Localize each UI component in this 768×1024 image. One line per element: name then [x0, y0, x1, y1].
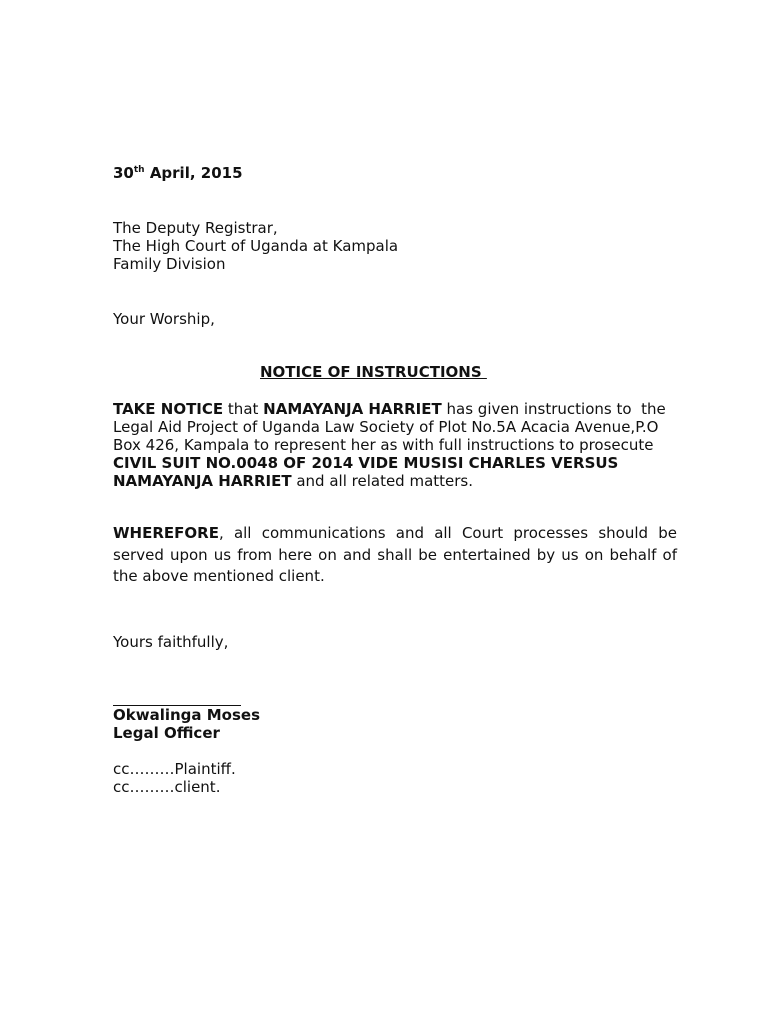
notice-text: Legal Aid Project of Uganda Law Society of Plot No.5A Acacia Avenue,P.O — [113, 418, 659, 436]
salutation: Your Worship, — [113, 310, 215, 328]
date-day: 30 — [113, 164, 134, 182]
letter-date — [113, 164, 243, 182]
addressee-line: The High Court of Uganda at Kampala — [113, 237, 399, 255]
notice-take-notice: TAKE NOTICE — [113, 400, 224, 418]
document-heading: NOTICE OF INSTRUCTIONS — [260, 363, 487, 381]
addressee-line: Family Division — [113, 255, 226, 273]
closing: Yours faithfully, — [113, 633, 229, 651]
wherefore-line: the above mentioned client. — [113, 567, 325, 585]
notice-case-title: NAMAYANJA HARRIET — [113, 472, 292, 490]
cc-line: cc………Plaintiff. — [113, 760, 236, 778]
signatory-name: Okwalinga Moses — [113, 706, 261, 724]
wherefore-line — [113, 523, 677, 545]
date-suffix: th — [133, 165, 145, 175]
notice-text: Box 426, Kampala to represent her as with full instructions to prosecute — [113, 436, 654, 454]
wherefore-line: served upon us from here on and shall be entertained by us on behalf of — [113, 545, 677, 564]
notice-client-name: NAMAYANJA HARRIET — [263, 400, 442, 418]
notice-text: that — [223, 400, 264, 418]
wherefore-text: , all communications and all Court processes should be — [218, 524, 677, 542]
notice-paragraph — [113, 400, 683, 490]
notice-text: and all related matters. — [291, 472, 474, 490]
wherefore-paragraph — [113, 523, 677, 588]
date-rest: April, 2015 — [144, 164, 243, 182]
addressee-line: The Deputy Registrar, — [113, 219, 278, 237]
signatory-block — [113, 706, 260, 742]
cc-block — [113, 760, 236, 796]
notice-text: has given instructions to the — [441, 400, 666, 418]
wherefore-label: WHEREFORE — [113, 524, 219, 542]
notice-case-title: CIVIL SUIT NO.0048 OF 2014 VIDE MUSISI CHARLES VERSUS — [113, 454, 619, 472]
cc-line: cc………client. — [113, 778, 221, 796]
signature-line — [113, 688, 241, 706]
addressee-block — [113, 219, 398, 273]
signatory-title: Legal Officer — [113, 724, 220, 742]
